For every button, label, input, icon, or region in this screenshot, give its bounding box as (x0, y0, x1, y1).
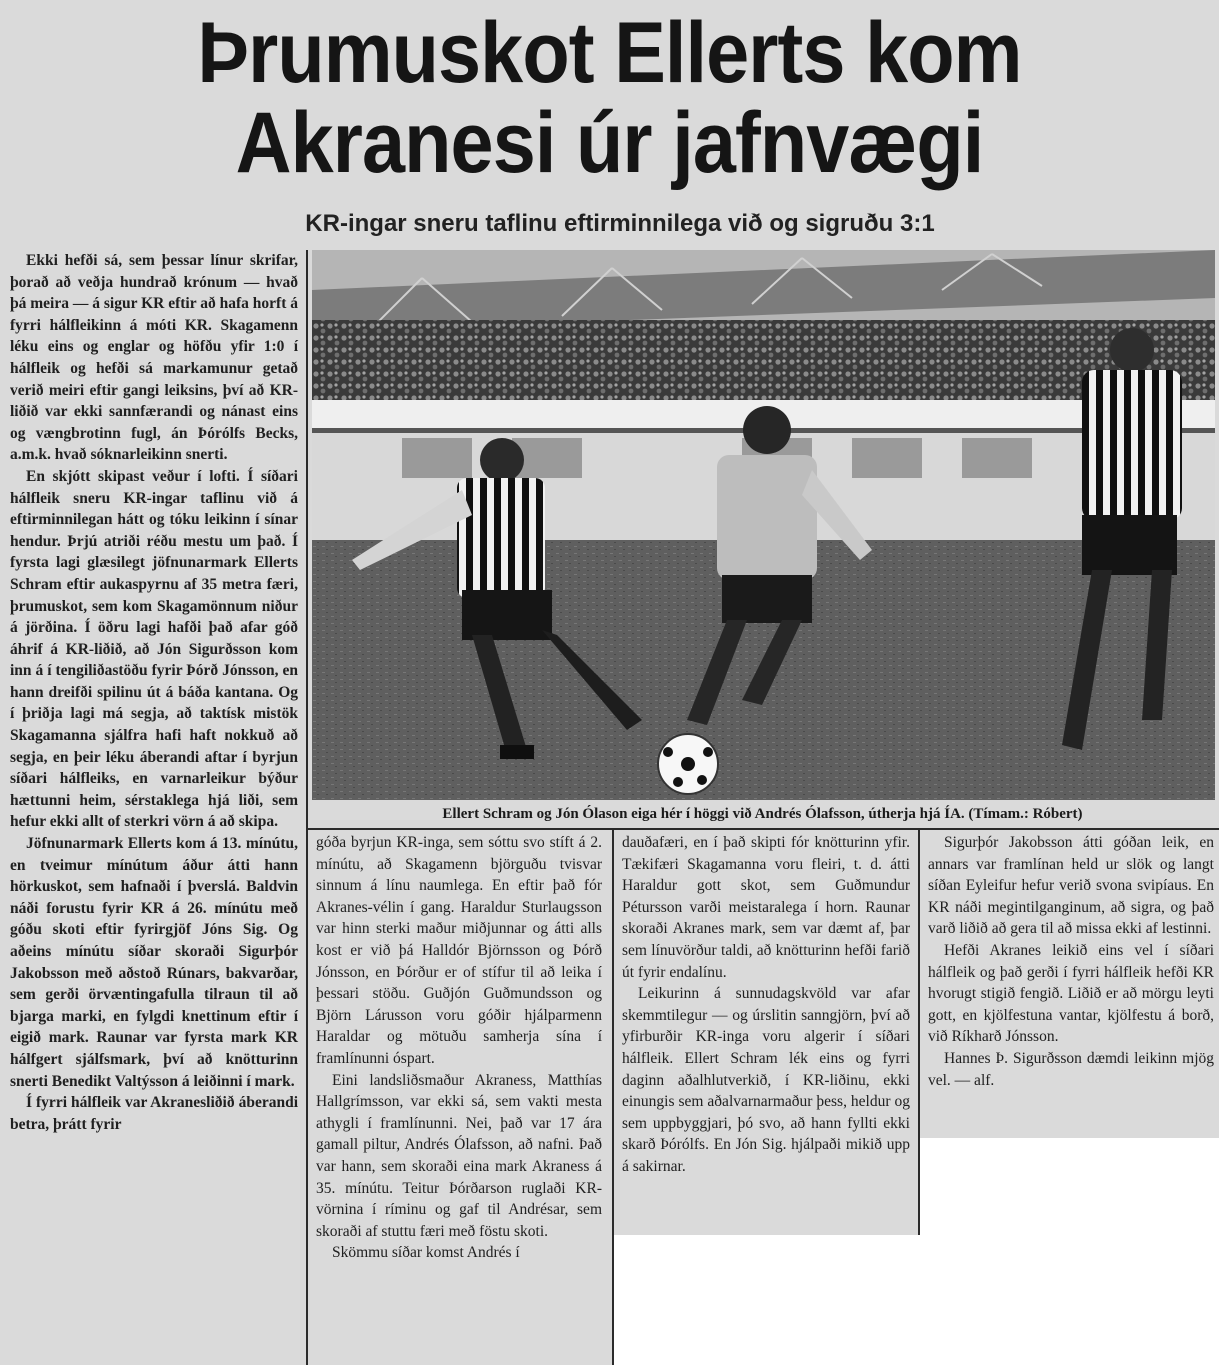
football (658, 734, 718, 794)
paragraph: góða byrjun KR-inga, sem sóttu svo stíft á 2. mínútu, að Skagamenn björguðu tvisvar sinnum á línu naumlega. En eftir það fór Akranes-vélin í gang. Haraldur Sturlaugsson var hinn sterki maður miðjunnar og átti alls kost er við þá Halldór Björnsson og Þórð Jónsson, en Þórður er of stífur til að leika í þessari stöðu. Guðjón Guðmundsson og Björn Lárusson voru góðir hjálparmenn Haraldar og mötuðu samherja sína í framlínunni óspart. (316, 834, 602, 1067)
paragraph: Hannes Þ. Sigurðsson dæmdi leikinn mjög vel. — alf. (928, 1049, 1214, 1089)
paragraph: Í fyrri hálfleik var Akranesliðið áberandi betra, þrátt fyrir (10, 1094, 298, 1133)
paragraph: Hefði Akranes leikið eins vel í síðari hálfleik og það gerði í fyrri hálfleik hefði KR hvorugt stigið fengið. Liðið er að mörgu leyti gott, en kjölfestuna vantar, kjölfestu á borð, við Ríkharð Jónsson. (928, 941, 1214, 1046)
photo-caption: Ellert Schram og Jón Ólason eiga hér í höggi við Andrés Ólafsson, útherja hjá ÍA. (Tímam.: Róbert) (442, 806, 1083, 822)
article-column-4 (920, 830, 1218, 1135)
column-rule (612, 830, 614, 1365)
headline (61, 5, 1158, 191)
paragraph: Skömmu síðar komst Andrés í (332, 1244, 520, 1262)
paragraph: Jöfnunarmark Ellerts kom á 13. mínútu, en tveimur mínútum áður átti hann hörkuskot, sem hafnaði í þverslá. Baldvin náði forustu fyrir KR á 26. mínútu með góðu skoti eftir fyrirgjöf Jóns Sig. Og aðeins mínútu síðar skoraði Sigurþór Jakobsson með aðstoð Rúnars, bakvarðar, sem gerði örvæntingafulla tilraun til að bjarga marki, en fylgdi knettinum eftir í eigið mark. Raunar var fyrsta mark KR hálfgert sjálfsmark, því að knötturinn snerti Benedikt Valtýsson á leiðinni í mark. (10, 835, 298, 1090)
column-rule (918, 830, 920, 1235)
article-column-1 (2, 250, 304, 1365)
paragraph: En skjótt skipast veður í lofti. Í síðari hálfleik sneru KR-ingar taflinu við á eftirminnilegan hátt og tóku leikinn í sínar hendur. Þrjú atriði réðu mestu um það. Í fyrsta lagi glæsilegt jöfnunarmark Ellerts Schram eftir aukaspyrnu af 35 metra færi, þrumuskot, sem kom Skagamönnum niður á jörðina. Í öðru lagi hafði það afar góð áhrif á KR-liðið, að Jón Sigurðsson kom inn á í tengiliðastöðu fyrir Þórð Jónsson, en hann dreifði spilinu út á báða kantana. Og í þriðja lagi má segja, að taktísk mistök Skagamanna sjálfra hafi haft nokkuð að segja, en þeir léku áberandi aftar í byrjun síðari hálfleiks, en varnarleikur býður hættunni heim, sérstaklega hjá liði, sem hefur ekki allt of sterkri vörn á að skipa. (10, 467, 298, 831)
subheadline: KR-ingar sneru taflinu eftirminnilega við og sigruðu 3:1 (305, 210, 935, 237)
paragraph: Sigurþór Jakobsson átti góðan leik, en annars var framlínan held ur slök og langt síðan Eyleifur hefur verið svona svipíaus. En KR náði megintilganginum, að sigra, og það varð liðið að gera til að missa ekki af lestinni. (928, 834, 1214, 938)
headline-line-2: Akranesi úr jafnvægi (235, 95, 984, 191)
paragraph: dauðafæri, en í það skipti fór knötturinn yfir. Tækifæri Skagamanna voru fleiri, t. d. átti Haraldur gott skot, sem Guðmundur Pétursson varði meistaralega í horn. Raunar skoraði Akranes mark, sem var dæmt af, þar sem línuvörður taldi, að knötturinn hefði farið út fyrir endalínu. (622, 834, 910, 981)
paragraph: Eini landsliðsmaður Akraness, Matthías Hallgrímsson, var ekki sá, sem vakti mesta athygli í framlínunni. Nei, það var 17 ára gamall piltur, Andrés Ólafsson, að nafni. Það var hann, sem skoraði eina mark Akraness á 35. mínútu. Teitur Þórðarson ruglaði KR-vörnina í ríminu og gaf til Andrésar, sem skoraði af stuttu færi með föstu skoti. (316, 1071, 602, 1240)
column-rule (306, 250, 308, 1365)
match-photo (312, 250, 1215, 800)
headline-line-1: Þrumuskot Ellerts kom (197, 5, 1022, 101)
paragraph: Leikurinn á sunnudagskvöld var afar skemmtilegur — og úrslitin sanngjörn, því að yfirburðir KR-inga voru algerir í síðari hálfleik. Ellert Schram lék eins og fyrri daginn aðalhlutverkið, í KR-liðinu, ekki einungis sem aðalvarnarmaður þess, heldur og sem uppbyggjari, þó svo, að hann fyllti ekki skarð Þórólfs. En Jón Sig. hjálpaði mikið upp á sakirnar. (622, 985, 910, 1175)
caption-rule (308, 828, 1219, 830)
match-photo-illustration (312, 250, 1215, 800)
article-column-3 (614, 830, 916, 1230)
article-column-2 (308, 830, 608, 1365)
paragraph: Ekki hefði sá, sem þessar línur skrifar, þorað að veðja hundrað krónum — hvað þá meira — á sigur KR eftir að hafa horft á fyrri hálfleikinn á móti KR. Skagamenn léku eins og englar og höfðu yfir 1:0 í hálfleik og hefði sá markamunur getað verið meiri eftir gangi leiksins, því að KR-liðið var ekki sannfærandi og nánast eins og vængbrotinn fugl, án Þórólfs Becks, a.m.k. hvað sóknarleikinn snerti. (10, 252, 298, 464)
